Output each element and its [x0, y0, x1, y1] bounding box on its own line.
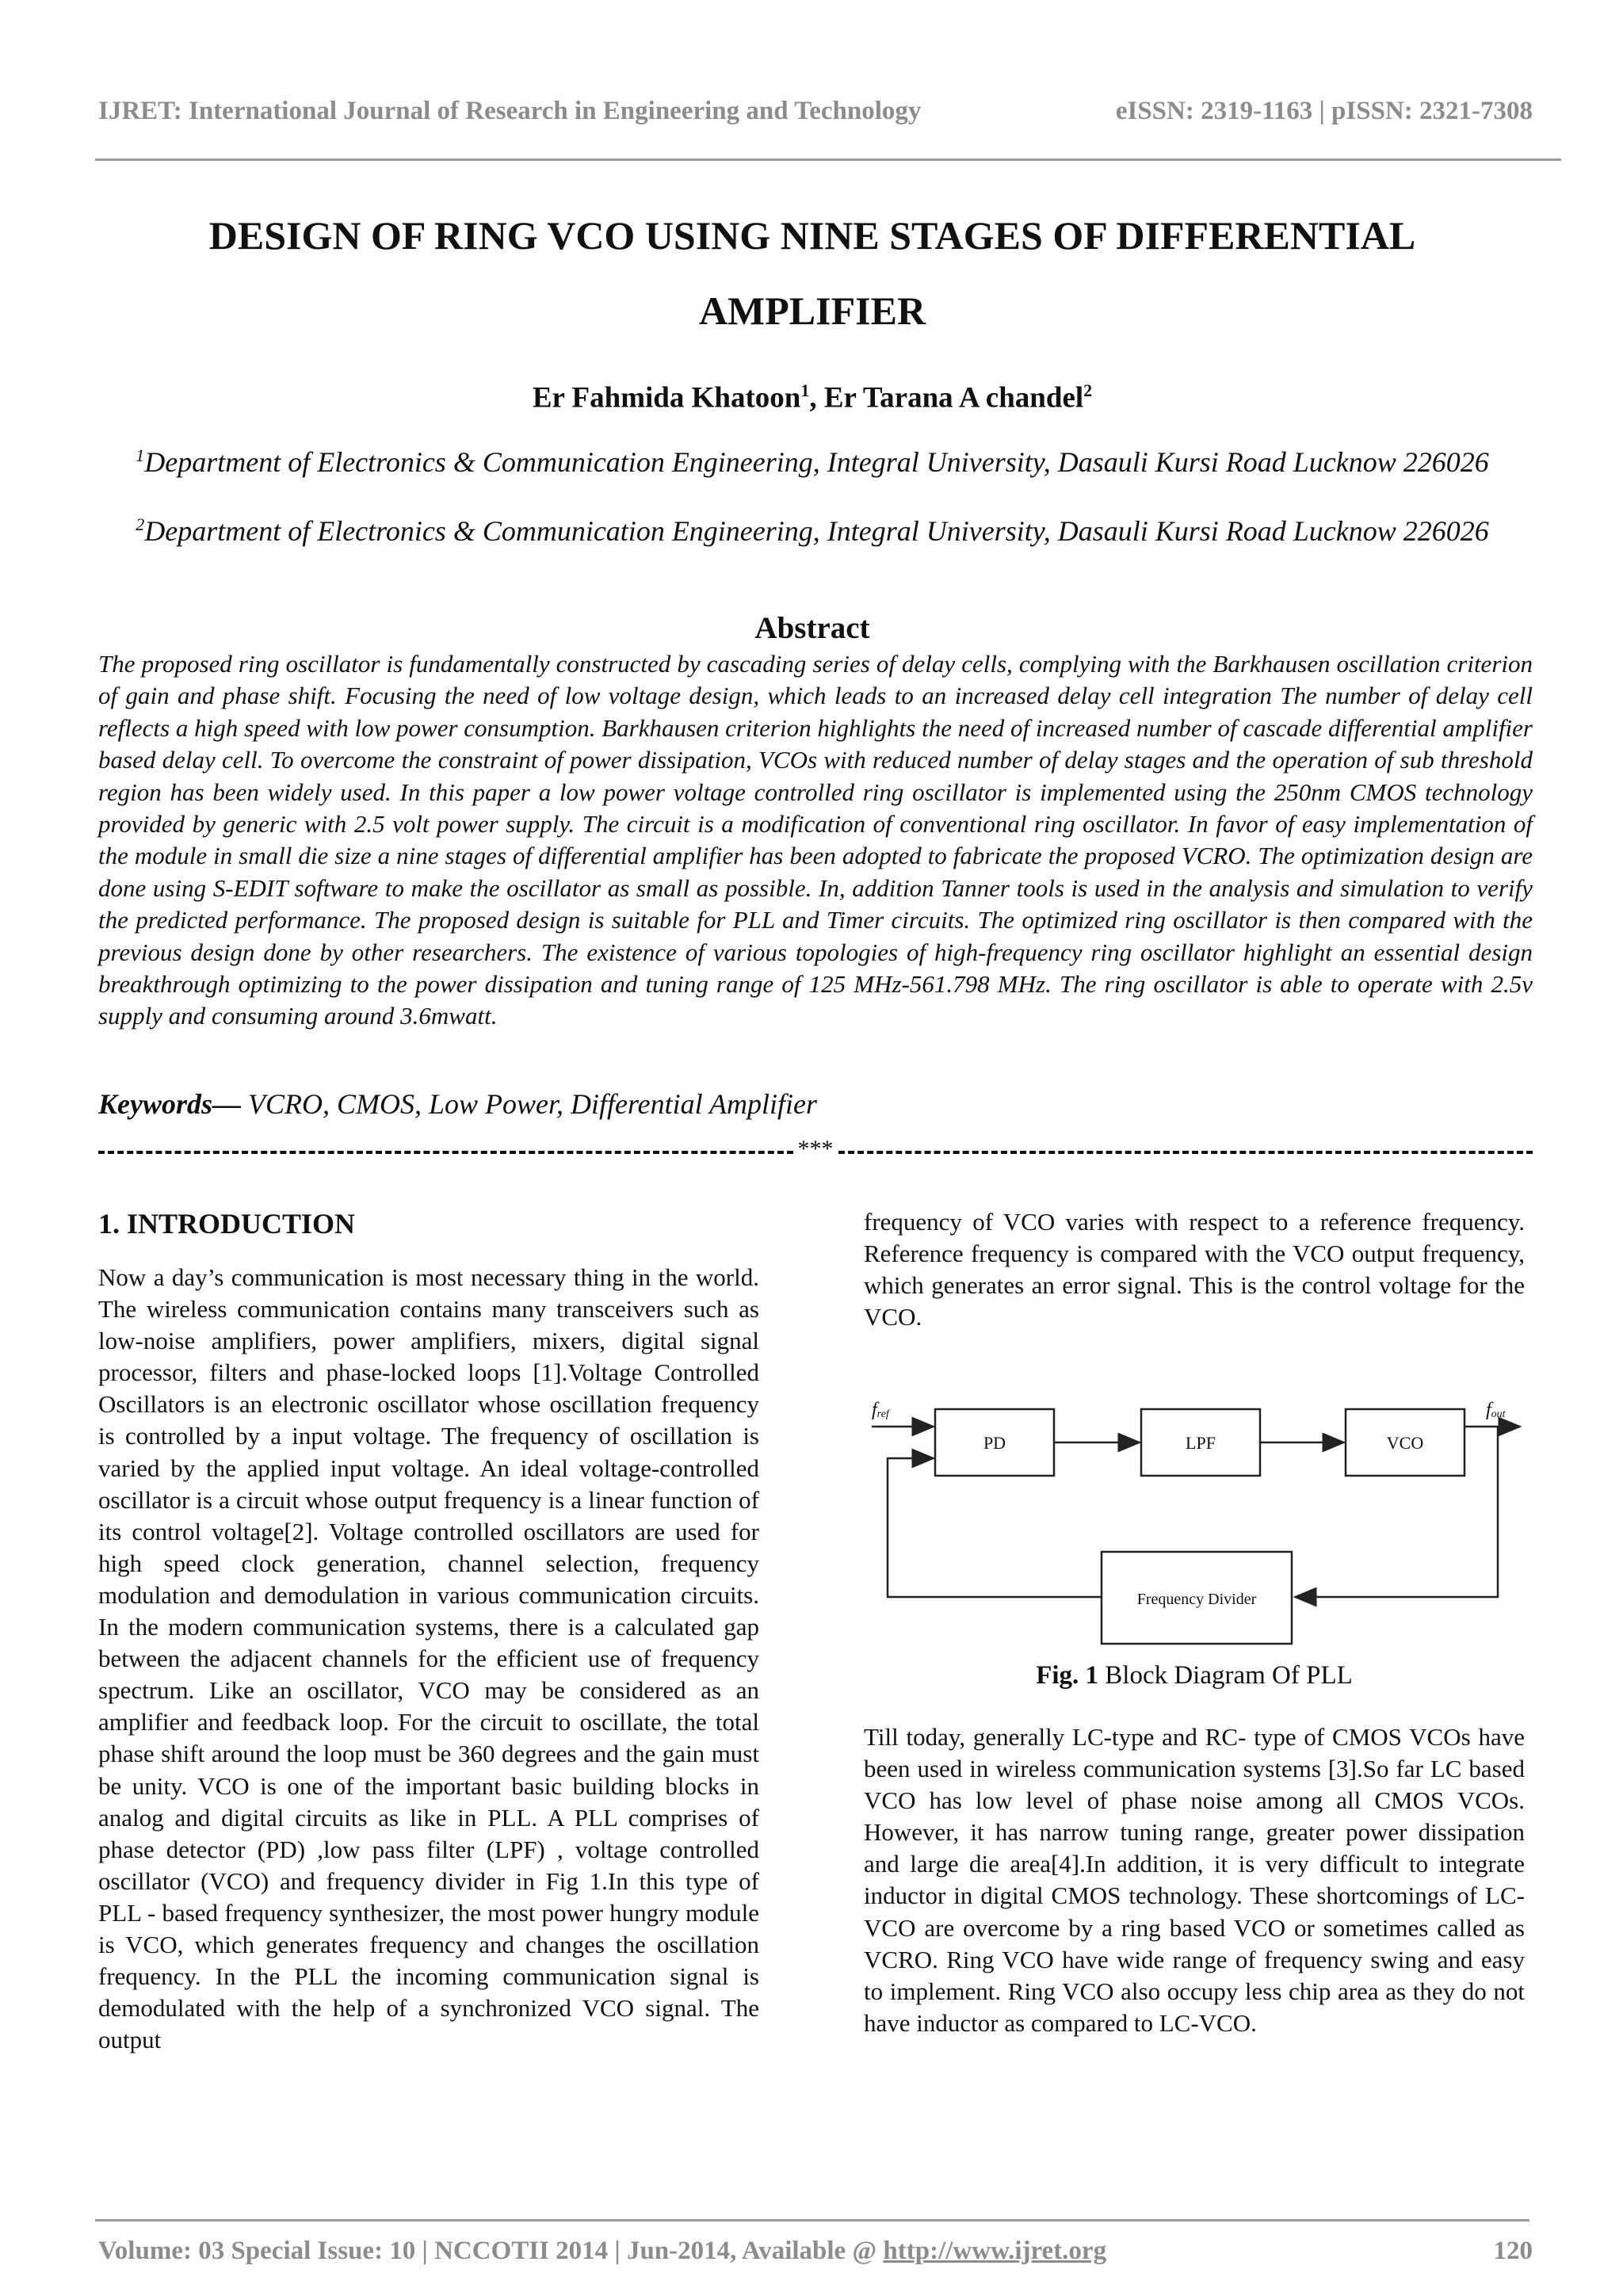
footer-volume-info: Volume: 03 Special Issue: 10 | NCCOTII 2014 | Jun-2014, Available @ [98, 2237, 884, 2265]
pll-block-diagram [864, 1379, 1529, 1648]
pll-diagram-svg [864, 1379, 1529, 1648]
divider-label: Frequency Divider [1136, 1591, 1257, 1608]
journal-link[interactable]: http://www.ijret.org [883, 2237, 1107, 2265]
author-1-sup: 1 [800, 380, 810, 400]
paper-title: DESIGN OF RING VCO USING NINE STAGES OF DIFFERENTIAL AMPLIFIER [208, 213, 1416, 333]
abstract-heading: Abstract [754, 611, 870, 645]
divider-feedback-path [888, 1458, 1102, 1597]
affiliation-2 [111, 507, 1514, 548]
pd-label: PD [983, 1433, 1006, 1453]
fout-label [1486, 1400, 1507, 1420]
affiliation-1-text: Department of Electronics & Communication Engineering, Integral University, Dasauli Kursi Road Lucknow 226026 [144, 446, 1489, 478]
fout-sub: out [1491, 1408, 1506, 1420]
caption-label: Fig. 1 [1036, 1661, 1099, 1690]
lpf-label: LPF [1186, 1433, 1216, 1453]
separator-stars: *** [797, 1136, 834, 1162]
affiliation-1-sup: 1 [136, 445, 145, 465]
intro-heading: 1. INTRODUCTION [98, 1208, 356, 1240]
intro-text: Now a day’s communication is most necessary thing in the world. The wireless communication contains many transceivers such as low-noise amplifiers, power amplifiers, mixers, digital signal processor, filters and phase-locked loops [1].Voltage Controlled Oscillators is an electronic oscillator whose oscillation frequency is controlled by a input voltage. The frequency of oscillation is varied by the applied input voltage. An ideal voltage-controlled oscillator is a circuit whose output frequency is a linear function of its control voltage[2]. Voltage controlled oscillators are used for high speed clock generation, channel selection, frequency modulation and demodulation in various communication circuits. In the modern communication systems, there is a calculated gap between the adjacent channels for the efficient use of frequency spectrum. Like an oscillator, VCO may be considered as an amplifier and feedback loop. For the circuit to oscillate, the total phase shift around the loop must be 360 degrees and the gain must be unity. VCO is one of the important basic building blocks in analog and digital circuits as like in PLL. A PLL comprises of phase detector (PD) ,low pass filter (LPF) , voltage controlled oscillator (VCO) and frequency divider in Fig 1.In this type of PLL - based frequency synthesizer, the most power hungry module is VCO, which generates frequency and changes the oscillation frequency. In the PLL the incoming communication signal is demodulated with the help of a synchronized VCO signal. The output [98, 1263, 759, 2054]
page-number: 120 [1493, 2237, 1533, 2265]
author-line [119, 380, 1506, 415]
fref-label [872, 1400, 891, 1420]
keywords [98, 1087, 1533, 1121]
keywords-label: Keywords— [98, 1088, 241, 1120]
affiliation-2-sup: 2 [136, 514, 145, 534]
fref-sub: ref [876, 1408, 889, 1420]
header-rule [95, 159, 1561, 161]
footer-rule [95, 2219, 1529, 2222]
vco-label: VCO [1386, 1433, 1424, 1453]
affiliation-1 [111, 438, 1514, 479]
author-1: Er Fahmida Khatoon [532, 381, 801, 415]
right-column-top-text: frequency of VCO varies with respect to a reference frequency. Reference frequency is compared with the VCO output frequency, which generates an error signal. This is the control voltage for the VCO. [864, 1208, 1525, 1331]
separator-line [98, 1137, 1533, 1168]
keywords-text: VCRO, CMOS, Low Power, Differential Amplifier [241, 1088, 817, 1120]
dash-right [838, 1151, 1533, 1154]
fref-f: f [872, 1400, 877, 1420]
dash-left [98, 1151, 793, 1154]
running-header [98, 97, 1533, 126]
fout-f: f [1486, 1400, 1491, 1420]
intro-column [98, 1206, 759, 2056]
running-footer [98, 2237, 1533, 2266]
caption-text: Block Diagram Of PLL [1098, 1661, 1353, 1690]
issn-info: eISSN: 2319-1163 | pISSN: 2321-7308 [1115, 97, 1533, 125]
author-separator: , [809, 381, 824, 415]
author-2: Er Tarana A chandel [823, 381, 1084, 415]
figure-caption [864, 1661, 1525, 1690]
author-2-sup: 2 [1083, 380, 1093, 400]
journal-name: IJRET: International Journal of Research in Engineering and Technology [98, 97, 922, 125]
affiliation-2-text: Department of Electronics & Communication Engineering, Integral University, Dasauli Kursi Road Lucknow 226026 [144, 515, 1489, 547]
footer-left [98, 2237, 1106, 2266]
right-column-bottom-text: Till today, generally LC-type and RC- type of CMOS VCOs have been used in wireless communication systems [3].So far LC based VCO has low level of phase noise among all CMOS VCOs. However, it has narrow tuning range, greater power dissipation and large die area[4].In addition, it is very difficult to integrate inductor in digital CMOS technology. These shortcomings of LC-VCO are overcome by a ring based VCO or sometimes called as VCRO. Ring VCO have wide range of frequency swing and easy to implement. Ring VCO also occupy less chip area as they do not have inductor as compared to LC-VCO. [864, 1723, 1525, 2037]
abstract-text: The proposed ring oscillator is fundamentally constructed by cascading series of delay cells, complying with the Barkhausen oscillation criterion of gain and phase shift. Focusing the need of low voltage design, which leads to an increased delay cell integration The number of delay cell reflects a high speed with low power consumption. Barkhausen criterion highlights the need of increased number of cascade differential amplifier based delay cell. To overcome the constraint of power dissipation, VCOs with reduced number of delay stages and the operation of sub threshold region has been widely used. In this paper a low power voltage controlled ring oscillator is implemented using the 250nm CMOS technology provided by generic with 2.5 volt power supply. The circuit is a modification of conventional ring oscillator. In favor of easy implementation of the module in small die size a nine stages of differential amplifier has been adopted to fabricate the proposed VCRO. The optimization design are done using S-EDIT software to make the oscillator as small as possible. In, addition Tanner tools is used in the analysis and simulation to verify the predicted performance. The proposed design is suitable for PLL and Timer circuits. The optimized ring oscillator is then compared with the previous design done by other researchers. The existence of various topologies of high-frequency ring oscillator highlight an essential design breakthrough optimizing to the power dissipation and tuning range of 125 MHz-561.798 MHz. The ring oscillator is able to operate with 2.5v supply and consuming around 3.6mwatt. [98, 650, 1533, 1030]
